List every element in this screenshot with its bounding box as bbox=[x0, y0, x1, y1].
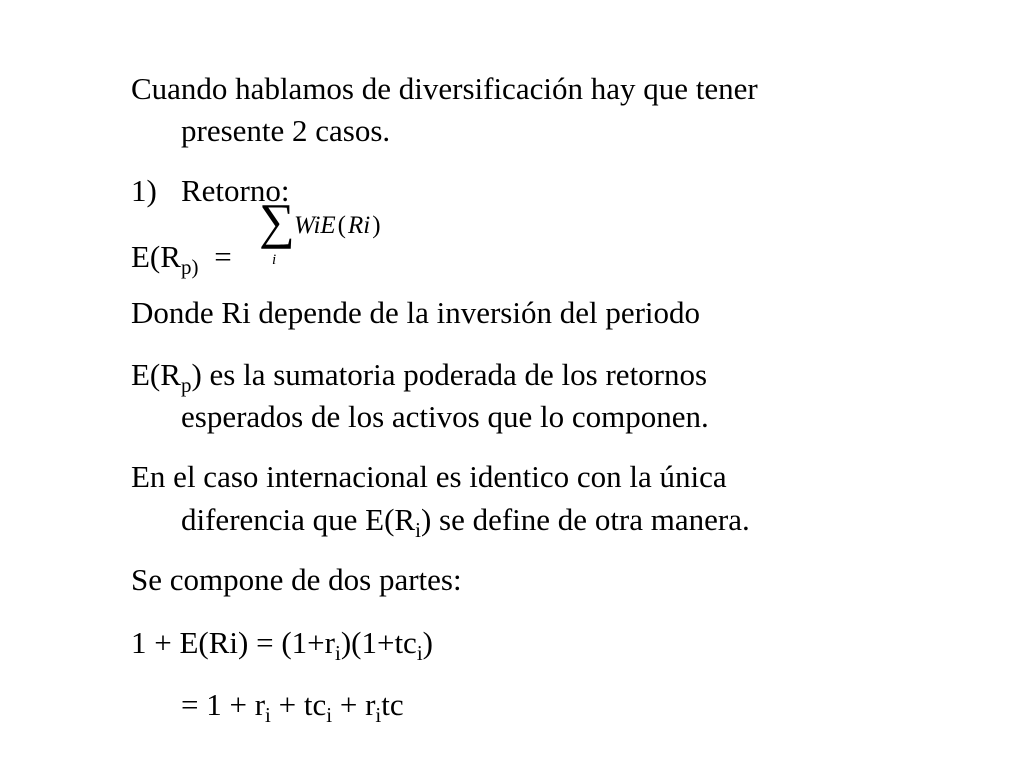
erp-equals: = bbox=[214, 239, 232, 274]
donde-line: Donde Ri depende de la inversión del periodo bbox=[131, 295, 701, 330]
sum-open-paren: ( bbox=[337, 212, 346, 239]
intl-subscript: i bbox=[415, 518, 421, 542]
eq2-part-c: + r bbox=[332, 687, 376, 722]
eq1-part-a: 1 + E(Ri) = (1+r bbox=[131, 625, 335, 660]
summation-symbol: ∑ bbox=[259, 193, 295, 249]
intro-line-2: presente 2 casos. bbox=[181, 113, 391, 148]
equation-line-2 bbox=[181, 687, 404, 727]
equation-line-1 bbox=[131, 625, 433, 665]
summation-term bbox=[294, 212, 381, 240]
eq2-sub-1: i bbox=[265, 703, 271, 727]
erp-description-line-1 bbox=[131, 357, 708, 397]
intl-text-b: ) se define de otra manera. bbox=[420, 502, 750, 537]
intro-line-1: Cuando hablamos de diversificación hay que tener bbox=[131, 71, 758, 106]
compone-line: Se compone de dos partes: bbox=[131, 562, 462, 597]
case-number: 1) bbox=[131, 173, 157, 208]
eq2-part-d: tc bbox=[381, 687, 404, 722]
international-line-1: En el caso internacional es identico con la única bbox=[131, 459, 727, 494]
intl-text-a: diferencia que E(R bbox=[181, 502, 416, 537]
erp2-prefix: E(R bbox=[131, 357, 181, 392]
sum-arg: Ri bbox=[348, 212, 371, 239]
eq1-sub-2: i bbox=[416, 641, 423, 665]
expected-return-label bbox=[131, 239, 232, 279]
international-line-2 bbox=[181, 502, 750, 542]
case-label: Retorno: bbox=[181, 173, 290, 208]
summation-index: i bbox=[272, 252, 277, 268]
eq2-sub-3: i bbox=[375, 703, 382, 727]
eq1-part-b: )(1+tc bbox=[340, 625, 417, 660]
eq1-sub-1: i bbox=[334, 641, 341, 665]
eq2-sub-2: i bbox=[326, 703, 333, 727]
sum-close-paren: ) bbox=[372, 212, 381, 239]
sum-term: WiE bbox=[294, 212, 336, 239]
erp-description-line-2: esperados de los activos que lo componen. bbox=[181, 399, 709, 434]
erp2-rest: ) es la sumatoria poderada de los retornos bbox=[191, 357, 708, 392]
eq2-part-a: = 1 + r bbox=[181, 687, 266, 722]
erp-subscript: p) bbox=[180, 255, 199, 279]
erp2-subscript: p bbox=[180, 373, 192, 397]
eq1-part-c: ) bbox=[422, 625, 433, 660]
erp-prefix: E(R bbox=[131, 239, 181, 274]
eq2-part-b: + tc bbox=[270, 687, 327, 722]
